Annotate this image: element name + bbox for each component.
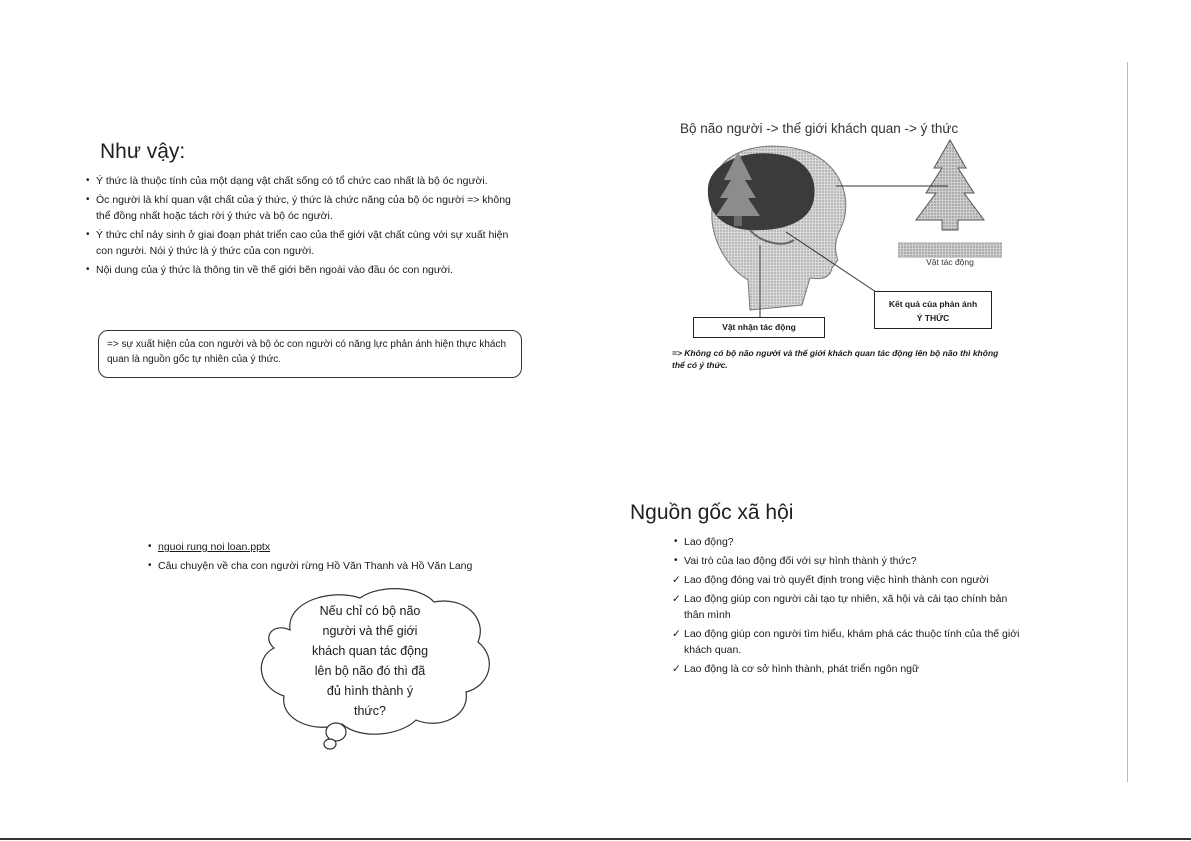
slide3-bullet-list (146, 539, 496, 577)
slide1-bullet: • Óc người là khí quan vật chất của ý thức, ý thức là chức năng của bộ óc người => không thể đồng nhất hoặc tách rời ý thức và bộ óc người. (84, 192, 524, 224)
slide4-bullet: • Vai trò của lao động đối với sự hình thành ý thức? (672, 553, 1022, 569)
slide4-check-text: Lao động giúp con người tìm hiểu, khám phá các thuộc tính của thế giới khách quan. (684, 628, 1020, 656)
slide4-check-item (672, 591, 1022, 623)
slide1-title: Như vậy: (100, 140, 186, 163)
slide1-bullet: • Ý thức là thuộc tính của một dạng vật chất sống có tổ chức cao nhất là bộ óc người. (84, 173, 524, 189)
slide4-check-item (672, 626, 1022, 658)
slide3-story-item: • Câu chuyện về cha con người rừng Hồ Văn Thanh và Hồ Văn Lang (146, 558, 496, 574)
scan-edge-bottom (0, 838, 1191, 840)
slide4-bullet: • Lao động? (672, 534, 1022, 550)
slide1-bullet: • Ý thức chỉ nảy sinh ở giai đoạn phát triển cao của thế giới vật chất cùng với sự xuất hiện con người. Nói ý thức là ý thức của con người. (84, 227, 524, 259)
check-icon: ✓ (672, 628, 681, 640)
pptx-link[interactable]: nguoi rung noi loan.pptx (158, 541, 271, 553)
slide4-title: Nguồn gốc xã hội (630, 501, 794, 524)
label-result-line2: Ý THỨC (916, 313, 950, 323)
label-result-line1: Kết quả của phản ánh (888, 299, 978, 309)
slide4-check-item (672, 661, 1022, 677)
cloud-line: Nếu chỉ có bộ não (319, 604, 421, 618)
cloud-line: lên bộ não đó thì đã (314, 664, 426, 678)
slide2-note: => Không có bộ não người và thế giới khách quan tác động lên bộ não thì không thể có ý thức. (672, 348, 999, 370)
label-receiver: Vật nhận tác động (722, 322, 796, 332)
slide3-link-item[interactable] (146, 539, 496, 555)
label-receiver-box (693, 317, 825, 338)
cloud-line: người và thế giới (322, 624, 418, 638)
slide4-check-text: Lao động là cơ sở hình thành, phát triển ngôn ngữ (684, 663, 920, 675)
cloud-line: khách quan tác động (311, 644, 429, 658)
slide4-list (672, 534, 1022, 680)
cloud-line: đủ hình thành ý (326, 684, 414, 698)
slide2-title: Bộ não người -> thế giới khách quan -> ý thức (680, 121, 959, 136)
slide4-check-text: Lao động đóng vai trò quyết định trong việc hình thành con người (684, 574, 989, 586)
check-icon: ✓ (672, 663, 681, 675)
slide4-check-item (672, 572, 1022, 588)
label-object: Vật tác động (926, 257, 974, 267)
scan-edge-right (1127, 62, 1128, 782)
check-icon: ✓ (672, 574, 681, 586)
slide1-conclusion: => sự xuất hiện của con người và bộ óc con người có năng lực phản ánh hiện thực khách quan là nguồn gốc tự nhiên của ý thức. (107, 339, 507, 365)
slide1-bullet: • Nội dung của ý thức là thông tin về thế giới bên ngoài vào đầu óc con người. (84, 262, 524, 278)
check-icon: ✓ (672, 593, 681, 605)
cloud-line: thức? (354, 704, 386, 718)
slide4-check-text: Lao động giúp con người cải tạo tự nhiên, xã hội và cải tạo chính bản thân mình (684, 593, 1008, 621)
cloud-question (285, 601, 455, 721)
label-result-box (874, 291, 992, 329)
